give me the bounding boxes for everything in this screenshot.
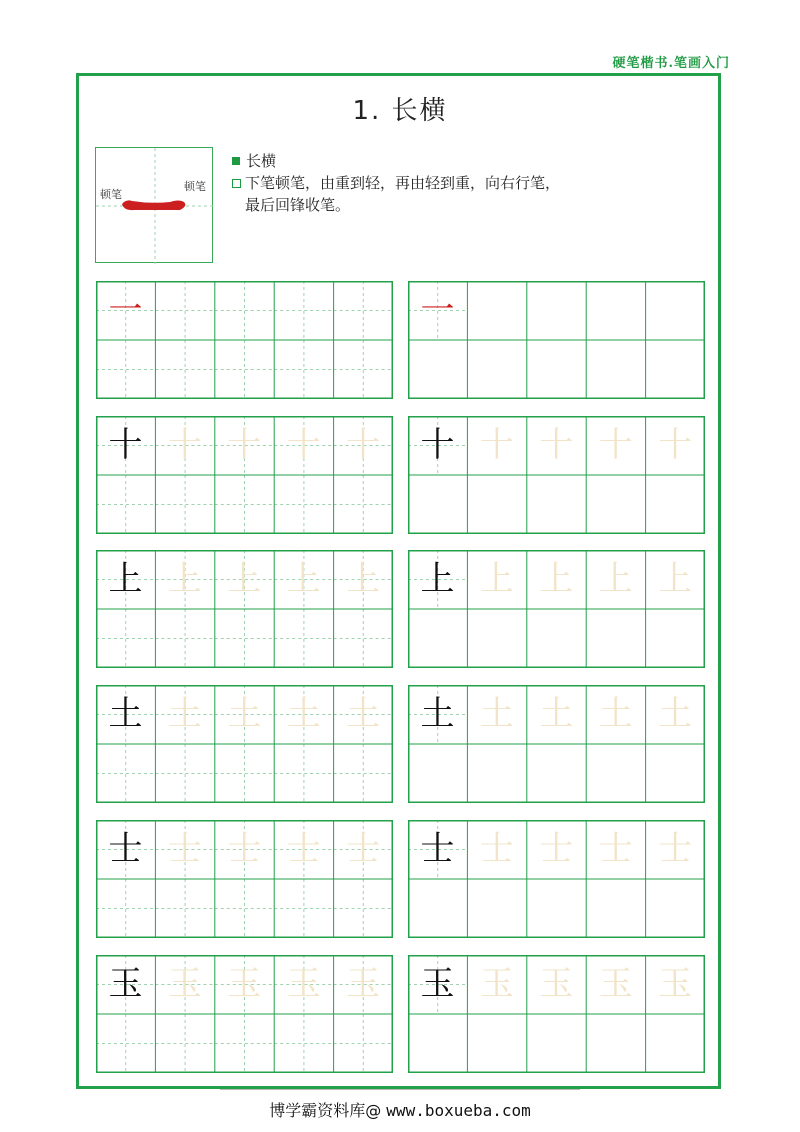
- practice-grid: [408, 281, 705, 399]
- trace-character: 土: [286, 694, 321, 734]
- trace-character: 上: [227, 559, 262, 599]
- model-character: 一: [108, 290, 143, 330]
- model-character: 一: [420, 290, 455, 330]
- trace-character: 土: [227, 694, 262, 734]
- lesson-title: 1. 长横: [352, 96, 448, 126]
- trace-character: 玉: [167, 964, 202, 1004]
- model-character: 上: [108, 559, 143, 599]
- trace-character: 十: [479, 425, 514, 465]
- series-label: 硬笔楷书.笔画入门: [612, 56, 730, 71]
- trace-character: 土: [658, 694, 693, 734]
- hollow-square-icon: [232, 179, 241, 188]
- trace-character: 十: [286, 425, 321, 465]
- long-horizontal-stroke: [122, 200, 185, 210]
- trace-character: 十: [346, 425, 381, 465]
- practice-grid: [408, 955, 705, 1073]
- model-character: 玉: [420, 964, 455, 1004]
- footer-at: @: [365, 1101, 382, 1120]
- trace-character: 玉: [598, 964, 633, 1004]
- footer: [0, 1098, 800, 1121]
- trace-character: 十: [539, 425, 574, 465]
- model-character: 士: [108, 829, 143, 869]
- practice-grid: [408, 416, 705, 534]
- trace-character: 玉: [227, 964, 262, 1004]
- trace-character: 土: [167, 694, 202, 734]
- trace-character: 士: [167, 829, 202, 869]
- description-heading: 长横: [246, 152, 277, 170]
- footer-site-name: 博学霸资料库: [269, 1101, 366, 1120]
- model-character: 十: [420, 425, 455, 465]
- model-character: 土: [420, 694, 455, 734]
- trace-character: 玉: [286, 964, 321, 1004]
- trace-character: 上: [658, 559, 693, 599]
- trace-character: 玉: [658, 964, 693, 1004]
- footer-divider: [220, 1089, 580, 1090]
- trace-character: 上: [539, 559, 574, 599]
- trace-character: 玉: [539, 964, 574, 1004]
- model-character: 十: [108, 425, 143, 465]
- model-character: 上: [420, 559, 455, 599]
- stroke-demo-grid: [96, 148, 214, 264]
- demo-label-start: 顿笔: [100, 188, 122, 201]
- stroke-demo-box: [95, 147, 213, 263]
- model-character: 玉: [108, 964, 143, 1004]
- trace-character: 十: [227, 425, 262, 465]
- trace-character: 土: [598, 694, 633, 734]
- trace-character: 土: [539, 694, 574, 734]
- trace-character: 十: [658, 425, 693, 465]
- trace-character: 上: [479, 559, 514, 599]
- model-character: 土: [108, 694, 143, 734]
- footer-url[interactable]: www.boxueba.com: [386, 1101, 531, 1120]
- demo-label-end: 顿笔: [184, 180, 206, 193]
- trace-character: 士: [539, 829, 574, 869]
- model-character: 士: [420, 829, 455, 869]
- trace-character: 玉: [346, 964, 381, 1004]
- trace-character: 士: [598, 829, 633, 869]
- trace-character: 十: [598, 425, 633, 465]
- practice-grid: [96, 955, 393, 1073]
- trace-character: 土: [346, 694, 381, 734]
- practice-grid: [96, 416, 393, 534]
- trace-character: 士: [658, 829, 693, 869]
- practice-grid: [96, 820, 393, 938]
- trace-character: 士: [286, 829, 321, 869]
- trace-character: 士: [346, 829, 381, 869]
- trace-character: 上: [286, 559, 321, 599]
- trace-character: 十: [167, 425, 202, 465]
- trace-character: 上: [598, 559, 633, 599]
- filled-square-icon: [232, 157, 240, 165]
- description-line-2: 最后回锋收笔。: [245, 196, 351, 214]
- practice-grid: [96, 281, 393, 399]
- practice-grid: [408, 820, 705, 938]
- trace-character: 上: [346, 559, 381, 599]
- trace-character: 玉: [479, 964, 514, 1004]
- trace-character: 土: [479, 694, 514, 734]
- trace-character: 士: [479, 829, 514, 869]
- practice-grid: [408, 685, 705, 803]
- stroke-description: [232, 150, 702, 216]
- trace-character: 士: [227, 829, 262, 869]
- practice-grid: [96, 685, 393, 803]
- practice-grid: [96, 550, 393, 668]
- description-line-1: 下笔顿笔，由重到轻，再由轻到重，向右行笔，: [245, 174, 561, 192]
- practice-grid: [408, 550, 705, 668]
- trace-character: 上: [167, 559, 202, 599]
